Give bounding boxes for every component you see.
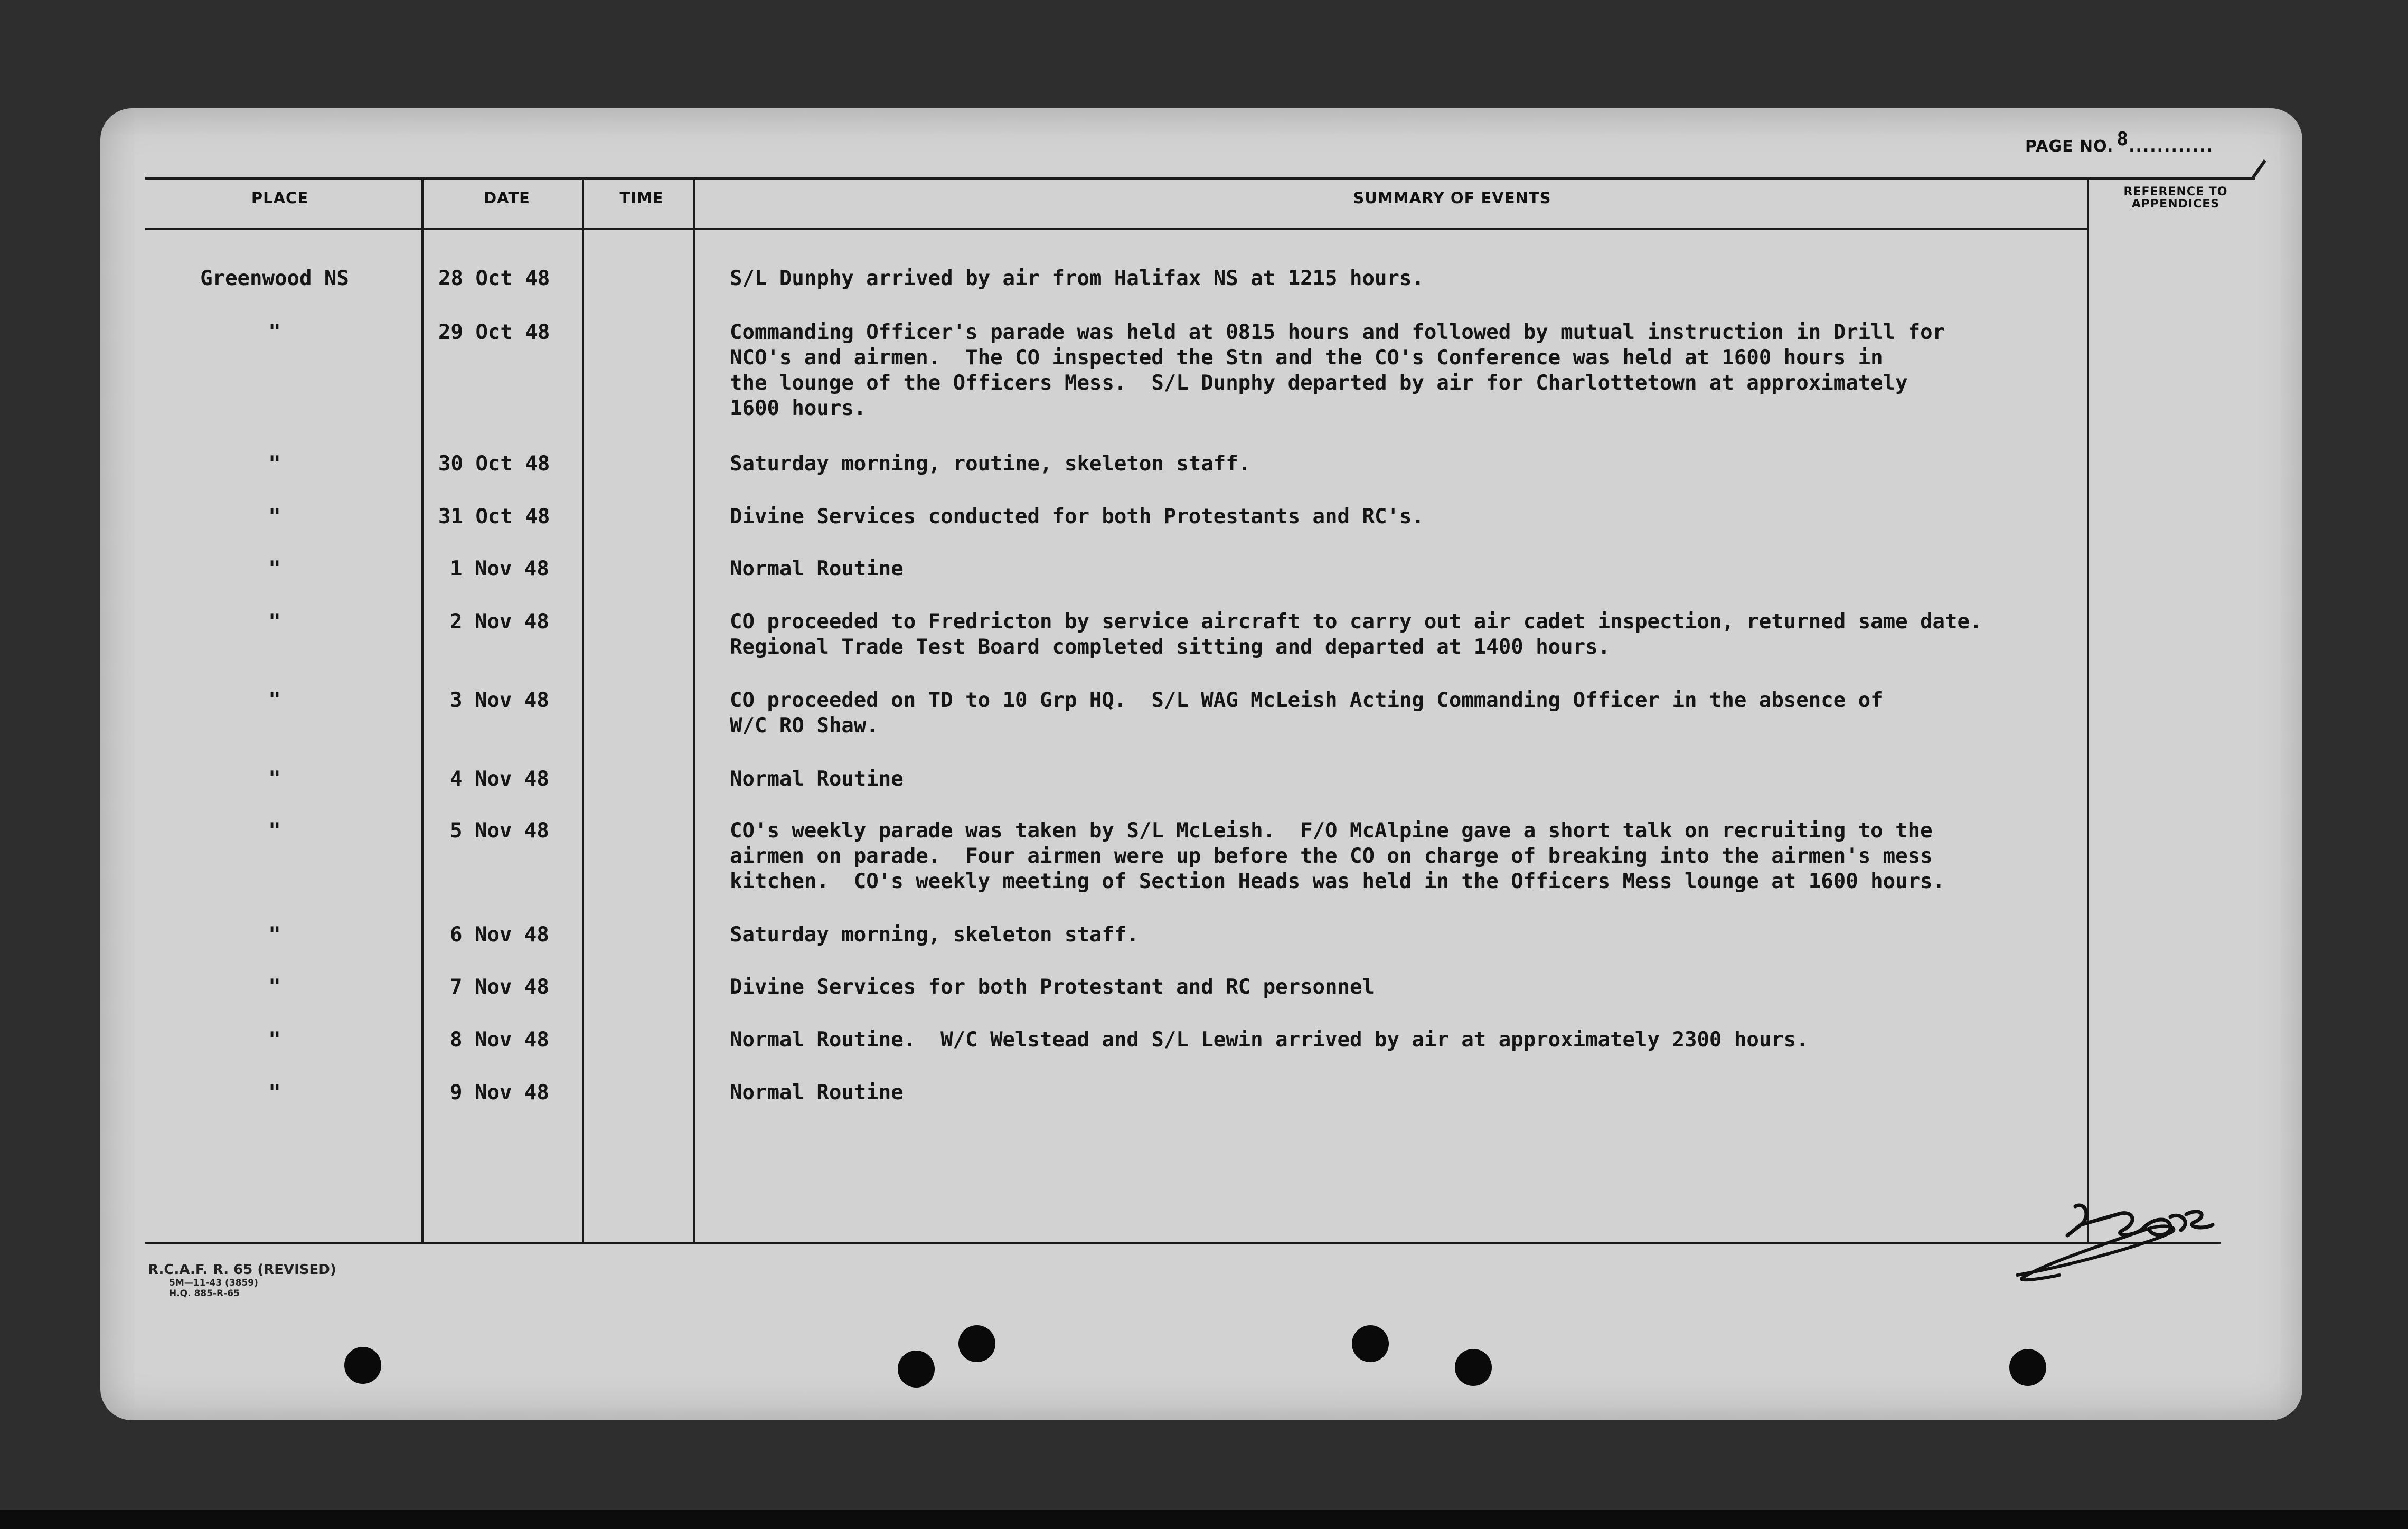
entry-date: 29 Oct 48 (438, 320, 550, 344)
header-date: DATE (484, 189, 530, 207)
entry-summary-line: Regional Trade Test Board completed sitting and departed at 1400 hours. (730, 635, 1611, 659)
punch-hole (958, 1325, 995, 1362)
header-place: PLACE (251, 189, 309, 207)
bottom-rule (145, 1242, 2221, 1244)
column-divider-date (582, 178, 584, 1243)
entry-place: Greenwood NS (200, 267, 349, 290)
entry-summary-line: CO proceeded on TD to 10 Grp HQ. S/L WAG McLeish Acting Commanding Officer in the absence of (730, 688, 1883, 712)
page-number-value: 8 (2117, 128, 2129, 150)
entry-place: " (268, 688, 281, 712)
entry-summary-line: Saturday morning, routine, skeleton staff. (730, 452, 1251, 476)
entry-place: " (268, 1081, 281, 1105)
entry-summary-line: Divine Services for both Protestant and RC personnel (730, 975, 1375, 999)
entry-date: 5 Nov 48 (450, 819, 549, 843)
top-rule (145, 177, 2255, 180)
diary-sheet (100, 108, 2302, 1420)
header-reference-line1: REFERENCE TO (2123, 185, 2228, 199)
entry-date: 2 Nov 48 (450, 610, 549, 634)
scan-border (0, 1510, 2408, 1529)
entry-date: 9 Nov 48 (450, 1081, 549, 1105)
entry-summary-line: airmen on parade. Four airmen were up before the CO on charge of breaking into the airmen's mess (730, 844, 1933, 868)
entry-place: " (268, 767, 281, 791)
header-time: TIME (619, 189, 664, 207)
entry-place: " (268, 320, 281, 344)
initials-signature (2012, 1185, 2250, 1291)
header-reference (2107, 186, 2244, 210)
punch-hole (1352, 1325, 1389, 1362)
entry-summary-line: W/C RO Shaw. (730, 714, 879, 738)
entry-place: " (268, 1028, 281, 1052)
form-reference (148, 1262, 336, 1299)
entry-date: 30 Oct 48 (438, 452, 550, 476)
entry-place: " (268, 610, 281, 634)
entry-summary-line: S/L Dunphy arrived by air from Halifax NS at 1215 hours. (730, 267, 1424, 290)
page-number-label: PAGE NO. (2025, 137, 2114, 156)
entry-date: 28 Oct 48 (438, 267, 550, 290)
entry-date: 6 Nov 48 (450, 923, 549, 947)
entry-date: 8 Nov 48 (450, 1028, 549, 1052)
entry-date: 3 Nov 48 (450, 688, 549, 712)
entry-summary-line: Normal Routine. W/C Welstead and S/L Lewin arrived by air at approximately 2300 hours. (730, 1028, 1809, 1052)
header-rule (145, 228, 2089, 230)
entry-date: 31 Oct 48 (438, 505, 550, 528)
punch-hole (344, 1347, 381, 1384)
entry-date: 4 Nov 48 (450, 767, 549, 791)
entry-summary-line: kitchen. CO's weekly meeting of Section Heads was held in the Officers Mess lounge at 1600 hours. (730, 870, 1945, 893)
entry-summary-line: Saturday morning, skeleton staff. (730, 923, 1139, 947)
entry-place: " (268, 557, 281, 581)
entry-summary-line: the lounge of the Officers Mess. S/L Dunphy departed by air for Charlottetown at approximately (730, 371, 1908, 395)
entry-summary-line: 1600 hours. (730, 397, 867, 420)
column-divider-place (421, 178, 424, 1243)
page-number (2025, 128, 2214, 156)
form-reference-line2: 5M—11-43 (3859) (169, 1278, 258, 1288)
column-divider-summary (2087, 178, 2089, 1243)
entry-place: " (268, 975, 281, 999)
header-summary: SUMMARY OF EVENTS (1353, 189, 1551, 207)
entry-date: 1 Nov 48 (450, 557, 549, 581)
entry-place: " (268, 819, 281, 843)
column-divider-time (693, 178, 695, 1243)
punch-hole (898, 1351, 935, 1388)
entry-date: 7 Nov 48 (450, 975, 549, 999)
entry-place: " (268, 923, 281, 947)
entry-summary-line: CO's weekly parade was taken by S/L McLeish. F/O McAlpine gave a short talk on recruiting to the (730, 819, 1933, 843)
entry-summary-line: Divine Services conducted for both Protestants and RC's. (730, 505, 1424, 528)
entry-place: " (268, 452, 281, 476)
entry-place: " (268, 505, 281, 528)
punch-hole (2009, 1349, 2046, 1386)
page-number-dots: ............ (2129, 137, 2214, 156)
header-reference-line2: APPENDICES (2131, 197, 2220, 211)
form-reference-line3: H.Q. 885-R-65 (169, 1288, 240, 1299)
punch-hole (1455, 1349, 1492, 1386)
entry-summary-line: Normal Routine (730, 1081, 904, 1105)
entry-summary-line: Normal Routine (730, 767, 904, 791)
entry-summary-line: Commanding Officer's parade was held at 0815 hours and followed by mutual instruction in Drill for (730, 320, 1945, 344)
entry-summary-line: NCO's and airmen. The CO inspected the Stn and the CO's Conference was held at 1600 hours in (730, 346, 1883, 370)
entry-summary-line: CO proceeded to Fredricton by service aircraft to carry out air cadet inspection, returned same date. (730, 610, 1982, 634)
form-reference-line1: R.C.A.F. R. 65 (REVISED) (148, 1262, 336, 1278)
entry-summary-line: Normal Routine (730, 557, 904, 581)
